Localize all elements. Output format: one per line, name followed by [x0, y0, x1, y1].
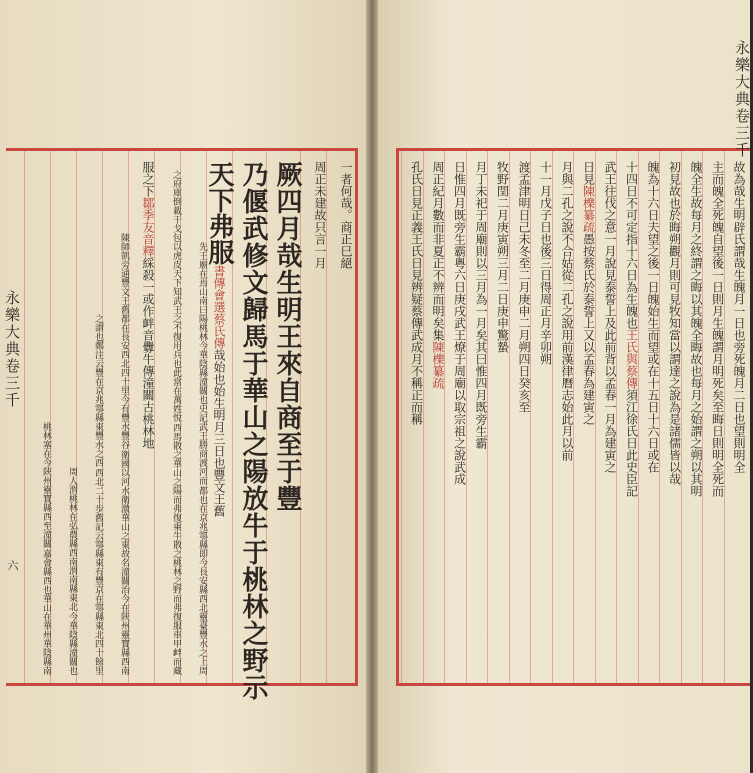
annotation-line-a: 嘉會縣西也華山在華州華陰縣南	[41, 549, 51, 675]
text-column-8	[128, 161, 154, 675]
text-column-2	[300, 161, 326, 675]
left-page	[0, 0, 366, 773]
annotation-line-a: 衛國以河水衛激華山之東故名潼關治今在陝州靈寶縣西南	[119, 450, 129, 675]
text-column-12	[24, 161, 50, 675]
text-column-3	[681, 161, 703, 675]
annotation-line-b: 周人渭桃林在弘農縣西南渭南縣東北	[67, 467, 77, 611]
commentary-text: 魄為十六日夫望之後一日魄始生而望或在十五日十六日或在	[646, 161, 660, 473]
text-column-5	[638, 161, 660, 675]
text-column-4	[659, 161, 681, 675]
column-rule	[401, 151, 402, 683]
main-text: 天下弗服	[204, 161, 234, 265]
commentary-text: 周正紀月數而非夏正不辨而明矣集	[431, 161, 445, 341]
text-column-11	[509, 161, 531, 675]
text-column-16	[401, 161, 423, 675]
annotation-line-a: 西北二十步舊記云鄠縣東有豐京在鄠縣東北四十餘里	[93, 468, 103, 675]
annotation-line-b: 之府庫倒載干戈包以虎皮天下知武王之不復用兵也此當在萬姓悅	[171, 170, 181, 422]
column-text: 武王往伐之意一月說見泰誓上及此前背以孟春一月為建寅之	[603, 161, 617, 473]
text-column-6	[180, 161, 206, 675]
column-text: 厥四月哉生明王來自商至于豐	[272, 161, 302, 512]
annotation-line-b: 桃林塞在今陝州靈寶縣西至潼關	[41, 422, 51, 548]
commentary-text: 日見	[581, 161, 596, 185]
annotation-line-a: 今華陰縣潼關也	[67, 612, 77, 675]
column-text: 十一月戊子日也後三日得周正月辛卯朔	[538, 161, 553, 365]
column-text: 主而魄全死魄自望後一日則月生魄謂月明死矣至晦日則明全死而	[710, 161, 725, 497]
column-text: 周正未建故只言一月	[313, 161, 327, 269]
text-column-9	[102, 161, 128, 675]
text-column-15	[423, 161, 445, 675]
text-column-11	[50, 161, 76, 675]
column-text: 乃偃武修文歸馬于華山之陽放牛于桃林之野示	[238, 161, 268, 701]
text-column-12	[487, 161, 509, 675]
commentary-text: 哉始也始生明月三日也豐文王舊	[212, 349, 226, 517]
source-citation: 陳櫟纂疏	[581, 185, 596, 233]
commentary-text: 綵殺一	[141, 257, 155, 293]
text-column-1	[326, 161, 352, 675]
annotation-line-a: 西馬散之華山之陽而弗復乘牛散之桃林之野而弗復服車甲衅而藏	[171, 423, 181, 675]
source-citation: 王氏與蔡傳	[624, 329, 639, 389]
commentary-text: 愚按蔡氏於泰誓上又以孟春為建寅之	[581, 233, 596, 425]
annotation-line-b: 之謂也鄭注云豐在京兆鄠縣東豐水之西	[93, 314, 103, 467]
text-column-9	[552, 161, 574, 675]
column-text: 一者何哉。商正巳絕	[339, 161, 353, 269]
left-page-number: 六	[6, 560, 19, 571]
column-text: 魄全生故每月之終謂之晦以其魄全晦故也每月之始謂之朔以其明	[689, 161, 703, 497]
text-column-10	[76, 161, 102, 675]
text-column-3	[266, 161, 300, 675]
text-column-1	[724, 161, 746, 675]
text-column-8	[573, 161, 595, 675]
column-text: 孔氏日見正義王氏日見辨疑蔡傳武成月不稱正而稱	[409, 161, 424, 425]
column-text: 初見故也於晦朔觀月則可見牧知當以謂達之說為是諸儒皆以哉	[667, 161, 682, 485]
text-column-4	[232, 161, 268, 701]
column-text: 月丁未祀于周廟則以三月為一月矣其曰惟四月既旁生霸	[474, 161, 488, 449]
text-column-7	[154, 161, 180, 675]
text-column-5	[206, 161, 232, 675]
column-text: 十四日不可定指十六日為生魄也	[624, 161, 639, 329]
column-text: 月與二孔之說不合姑從二孔之說用前漢律曆志始此月以前	[560, 161, 574, 461]
source-citation: 書傳會選蔡氏傳	[212, 265, 226, 349]
text-column-10	[530, 161, 552, 675]
left-margin-title: 永樂大典卷三千	[3, 290, 21, 409]
text-column-7	[595, 161, 617, 675]
annotation-line-b: 先王廟在焉山南曰陽桃林今華陰縣潼關也史記武王勝商渡河而	[197, 242, 207, 485]
annotation-line-a: 都也在京兆鄠縣即今長安縣西北靈臺豐水之上周	[197, 486, 207, 675]
column-text: 牧野閏二月庚寅朔三月二日庚申驚蟄	[495, 161, 510, 353]
commentary-text: 服之下	[141, 161, 155, 197]
column-text: 日惟四月既旁生霸粵六日庚戌武王燎于周廟以取宗祖之說武成	[452, 161, 467, 485]
source-citation: 陳櫟纂疏	[431, 341, 445, 389]
source-citation: 鄒季友音釋	[141, 197, 155, 257]
text-column-6	[616, 161, 638, 675]
commentary-text: 或作衅音釁牛傳潼關古桃林地	[141, 293, 155, 449]
right-page	[378, 0, 750, 773]
text-column-14	[444, 161, 466, 675]
left-page-frame	[6, 148, 358, 701]
commentary-text: 須江徐氏日此史臣記	[624, 389, 639, 497]
column-text: 渡孟津明日己未冬至二月庚申二月朔四日癸亥至	[517, 161, 531, 413]
right-page-frame	[396, 148, 750, 686]
annotation-line-b: 陳師凱旁通豐文王舊都在長安西北四十里今有豐水豐谷	[119, 233, 129, 449]
text-column-2	[702, 161, 724, 675]
column-rule	[24, 151, 25, 683]
text-column-13	[466, 161, 488, 675]
book-gutter	[366, 0, 378, 773]
column-text: 故為哉生明辟氏謂哉生魄月一日也旁死魄月二日也望則明全	[732, 161, 746, 473]
right-margin-title: 永樂大典卷三千	[733, 40, 751, 159]
